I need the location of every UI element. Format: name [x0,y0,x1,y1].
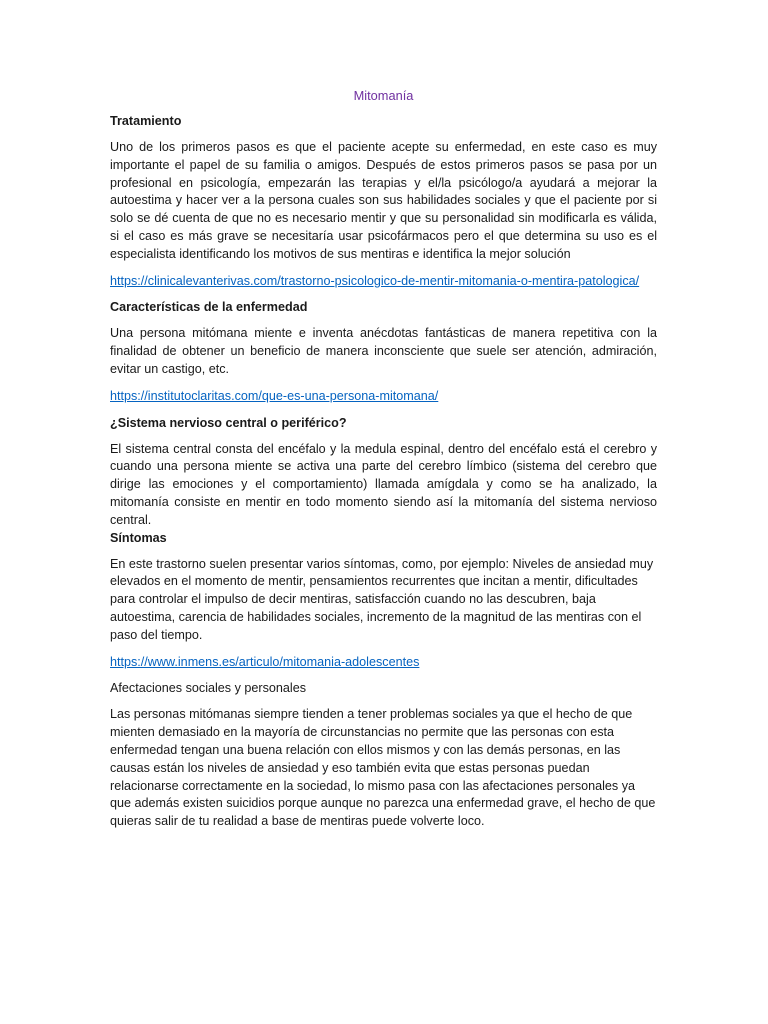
reference-link-institutoclaritas[interactable]: https://institutoclaritas.com/que-es-una-persona-mitomana/ [110,388,439,403]
section-sintomas [110,530,657,672]
section-body-sistema: El sistema central consta del encéfalo y la medula espinal, dentro del encéfalo está el cerebro y cuando una persona miente se activa una parte del cerebro límbico (sistema del cerebro que dirige las emociones y el comportamiento) llamada amígdala y como se ha analizado, la mitomanía consiste en mentir en todo momento siendo así la mitomanía del sistema nervioso central. [110,441,657,527]
document-title: Mitomanía [353,88,414,103]
section-body-tratamiento: Uno de los primeros pasos es que el paciente acepte su enfermedad, en este caso es muy importante el papel de su familia o amigos. Después de estos primeros pasos se pasa por un profesional en psicología, empezarán las terapias y el/la psicólogo/a ayudará a mejorar la autoestima y hacer ver a la persona cuales son sus habilidades sociales y que el paciente por si solo se dé cuenta de que no es necesario mentir y que su personalidad sin modificarla es válida, si el caso es más grave se necesitaría usar psicofármacos pero el que determina su uso es el especialista identificando los motivos de sus mentiras e identifica la mejor solución [110,140,657,261]
reference-link-clinicalevanterivas[interactable]: https://clinicalevanterivas.com/trastorno-psicologico-de-mentir-mitomania-o-mentira-patologica/ [110,273,640,288]
section-body-sintomas: En este trastorno suelen presentar varios síntomas, como, por ejemplo: Niveles de ansiedad muy elevados en el momento de mentir, pensamientos recurrentes que incitan a mentir, dificultades para controlar el impulso de decir mentiras, satisfacción cuando no las descubren, baja autoestima, carencia de habilidades sociales, incremento de la magnitud de las mentiras con el paso del tiempo. [110,556,654,642]
reference-link-inmens[interactable]: https://www.inmens.es/articulo/mitomania-adolescentes [110,654,420,669]
section-body-afectaciones: Las personas mitómanas siempre tienden a tener problemas sociales ya que el hecho de que mienten demasiado en la mayoría de circunstancias no permite que las personas con esta enfermedad tengan una buena relación con ellos mismos y con las demás personas, en las causas están los niveles de ansiedad y eso también evita que estas personas puedan relacionarse correctamente en la sociedad, lo mismo pasa con las afectaciones personales ya que además existen suicidios porque aunque no parezca una enfermedad grave, el hecho de que quieras salir de tu realidad a base de mentiras puede volverte loco. [110,707,656,829]
section-caracteristicas [110,299,657,405]
section-tratamiento [110,113,657,290]
section-heading-sistema: ¿Sistema nervioso central o periférico? [110,415,347,430]
section-sistema [110,415,657,530]
section-body-caracteristicas: Una persona mitómana miente e inventa anécdotas fantásticas de manera repetitiva con la finalidad de obtener un beneficio de manera inconsciente que suele ser atención, admiración, evitar un castigo, etc. [110,326,657,376]
document-page [110,87,657,840]
section-heading-tratamiento: Tratamiento [110,114,182,128]
section-heading-sintomas: Síntomas [110,530,167,545]
section-heading-caracteristicas: Características de la enfermedad [110,300,308,315]
section-heading-afectaciones: Afectaciones sociales y personales [110,681,307,696]
section-afectaciones [110,680,657,831]
